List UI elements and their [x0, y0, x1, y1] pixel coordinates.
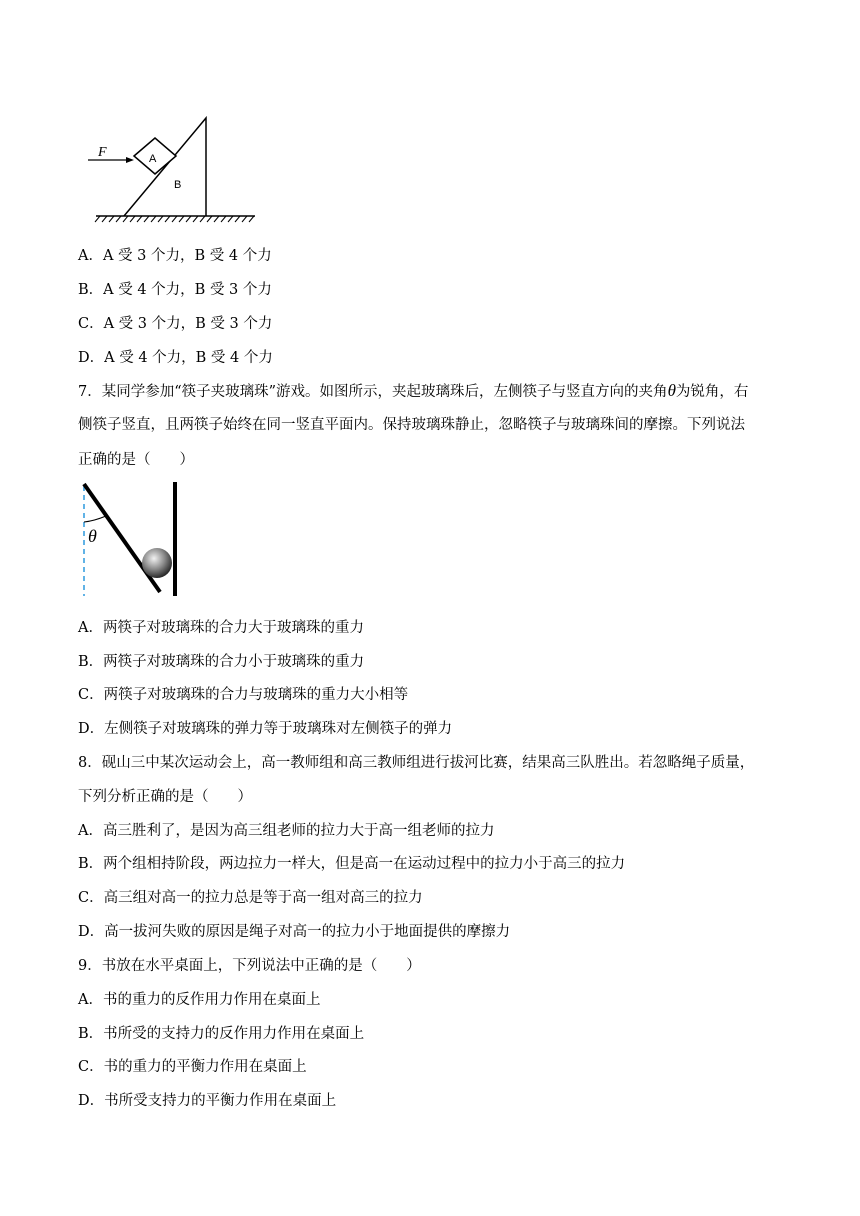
q8-option-c: C．高三组对高一的拉力总是等于高一组对高三的拉力: [78, 890, 423, 906]
theta-symbol: θ: [667, 381, 676, 400]
wedge-b-label: B: [174, 179, 182, 191]
q9-option-b: B．书所受的支持力的反作用力作用在桌面上: [78, 1026, 365, 1042]
q9-stem: 9．书放在水平桌面上，下列说法中正确的是（ ）: [78, 958, 421, 974]
q9-option-d: D．书所受支持力的平衡力作用在桌面上: [78, 1093, 337, 1109]
figure-wedge-blocks: [80, 110, 270, 230]
block-a-label: A: [149, 153, 157, 165]
q9-option-a: A．书的重力的反作用力作用在桌面上: [78, 992, 321, 1008]
q6-option-d: D．A 受 4 个力，B 受 4 个力: [78, 350, 273, 366]
q7-option-a: A．两筷子对玻璃珠的合力大于玻璃珠的重力: [78, 620, 364, 636]
q7-option-d: D．左侧筷子对玻璃珠的弹力等于玻璃珠对左侧筷子的弹力: [78, 721, 453, 737]
q8-stem-line1: 8．砚山三中某次运动会上，高一教师组和高三教师组进行拔河比赛，结果高三队胜出。若忽略绳子质量，: [78, 755, 755, 771]
q7-stem-part1: 7．某同学参加“筷子夹玻璃珠”游戏。如图所示，夹起玻璃珠后，左侧筷子与竖直方向的夹角: [78, 384, 668, 400]
force-label: F: [98, 145, 107, 160]
q8-option-d: D．高一拔河失败的原因是绳子对高一的拉力小于地面提供的摩擦力: [78, 924, 511, 940]
wedge-b: [124, 118, 206, 216]
q7-stem-part2: 为锐角，右: [675, 384, 749, 400]
q6-option-a: A．A 受 3 个力，B 受 4 个力: [78, 248, 272, 264]
q7-stem-line3: 正确的是（ ）: [78, 452, 194, 468]
q8-stem-line2: 下列分析正确的是（ ）: [78, 789, 252, 805]
q7-stem-line1: [78, 381, 748, 402]
q6-option-b: B．A 受 4 个力，B 受 3 个力: [78, 282, 272, 298]
q9-option-c: C．书的重力的平衡力作用在桌面上: [78, 1059, 307, 1075]
glass-bead: [142, 548, 172, 578]
figure-theta-label: θ: [88, 526, 97, 546]
q8-option-a: A．高三胜利了，是因为高三组老师的拉力大于高一组老师的拉力: [78, 823, 495, 839]
q7-option-b: B．两筷子对玻璃珠的合力小于玻璃珠的重力: [78, 654, 365, 670]
q7-option-c: C．两筷子对玻璃珠的合力与玻璃珠的重力大小相等: [78, 687, 409, 703]
q8-option-b: B．两个组相持阶段，两边拉力一样大，但是高一在运动过程中的拉力小于高三的拉力: [78, 856, 626, 872]
figure-chopsticks: [76, 480, 186, 600]
q7-stem-line2: 侧筷子竖直，且两筷子始终在同一竖直平面内。保持玻璃珠静止，忽略筷子与玻璃珠间的摩擦。下列说法: [78, 417, 745, 433]
q6-option-c: C．A 受 3 个力，B 受 3 个力: [78, 316, 273, 332]
